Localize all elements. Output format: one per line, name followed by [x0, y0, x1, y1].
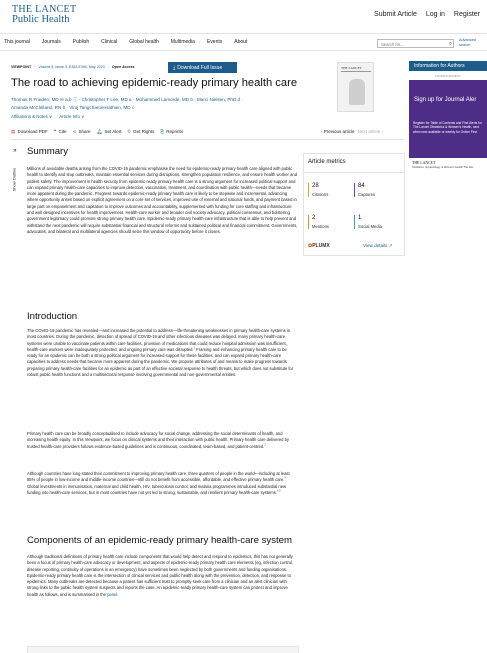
- show-outline-label: Show Outline: [11, 167, 17, 192]
- nav-item-journals[interactable]: Journals: [41, 39, 61, 45]
- article-title: The road to achieving epidemic-ready primary health care: [11, 77, 298, 89]
- nav-item-global-health[interactable]: Global health: [129, 39, 159, 45]
- bell-icon: 🔔︎: [96, 129, 103, 134]
- ad-title: Sign up for Journal Aler: [414, 97, 477, 103]
- panel-box: [27, 646, 299, 653]
- mentions-label: Mentions: [312, 224, 329, 229]
- nav-item-publish[interactable]: Publish: [72, 39, 90, 45]
- copyright-icon: ©: [127, 129, 131, 134]
- top-bar: [0, 0, 487, 33]
- meta-separator: ·: [34, 65, 36, 69]
- plumx-label: PLUMX: [312, 243, 330, 249]
- intro-paragraph-1: [27, 328, 295, 378]
- article-type: VIEWPOINT: [11, 65, 32, 69]
- main-nav: [0, 33, 487, 51]
- citations-value: 28: [312, 183, 319, 189]
- author-list: [11, 96, 311, 112]
- nav-item-this-journal[interactable]: This journal: [4, 39, 30, 45]
- intro-paragraph-2: [27, 431, 295, 450]
- components-p1-text: Although traditional definitions of primary health care include components that would help detect and respond to epidemics, this has not generally been a focus of primary health-care advocacy or development, and aspects of epidemic-ready primary health care elements (eg, infection control, disease reporting, continuity of operations in an emergency) have sometimes been neglected by both governments and funding organisations. Epidemic-ready primary health care is the intersection of clinical services and public health along with the prevention, detection, and response to epidemics. Many outbreaks are detected because a patient has sufficient trust to promptly seek care from a clinician and an alert clinician with strong links to the public health system suspects and reports the case. An epidemic-ready primary health-care system can protect and improve health as follows, and is summarised in the: [27, 554, 294, 597]
- cite-button[interactable]: [54, 129, 67, 135]
- download-full-issue-label: Download Full Issue: [177, 64, 223, 71]
- authors-line-1[interactable]: Thomas R Frieden, MD ✉︎ a,b ⓘ · Christopher T Lee, MD a · Mohammed Lamorde, MD b · Marci Nielsen, PhD d ·: [11, 97, 243, 102]
- journal-logo[interactable]: [12, 5, 76, 25]
- view-details-link[interactable]: View details ↗: [363, 243, 393, 248]
- ad-footer-sub: Obstetrics, Gynaecology, & Women's Health The lanc: [412, 166, 474, 169]
- metrics-heading: Article metrics: [308, 159, 346, 165]
- share-button[interactable]: [73, 129, 91, 135]
- social-media-value: 1: [358, 215, 362, 221]
- plumx-flower-icon: ✿: [308, 243, 313, 249]
- logo-line-2: Public Health: [12, 14, 70, 25]
- intro-p1-continued: Framing and enhancing primary health care to be ready for an epidemic can be both a strong political argument for increased support for these facilities, and can expand primary health-care capacities to address needs that became more apparent during the pandemic. We propose attributes of and means to make progress towards preparing primary health-care facilities for an epidemic as part of an effective societal response to health threats, but which does not substitute for robust public health functions and a multisectoral response involving governmental and non-governmental entities.: [27, 346, 294, 378]
- search-icon[interactable]: ⌕: [448, 40, 452, 47]
- plumx-logo: [308, 243, 330, 249]
- advertisement-banner[interactable]: [409, 80, 487, 173]
- captures-bar: [354, 183, 355, 197]
- cover-rule: [341, 71, 371, 72]
- intro-p3-text: Although countries have long stated their commitment to improving primary health care, three quarters of people in the world—including at least 85% of people in low-income and middle-income countries—still do not benefit from accessible, affordable, and effective primary health care.: [27, 471, 290, 483]
- article-pager: [321, 129, 383, 134]
- authors-line-2[interactable]: Amanda McClelland, RN b · Viroj Tangcharoensathien, MD c: [11, 105, 135, 110]
- citations-bar: [308, 183, 309, 197]
- ad-body: Register for Table of Contents and First Alerts for The Lancet Obstetrics & Women's Health, sent when new available or weekly for Online First: [413, 121, 482, 134]
- metrics-divider: [304, 172, 404, 173]
- social-media-bar: [354, 215, 355, 229]
- article-metrics-panel: [303, 153, 405, 256]
- info-for-authors-button[interactable]: Information for Authors: [409, 61, 487, 71]
- download-pdf-button[interactable]: [11, 129, 48, 135]
- set-alert-button[interactable]: [97, 129, 122, 135]
- volume-link[interactable]: Volume 8, Issue 5, E383-E390, May 2023: [38, 65, 105, 69]
- mentions-value: 2: [312, 215, 316, 221]
- open-access-badge: Open Access: [111, 65, 135, 69]
- summary-text: Millions of avoidable deaths arising from the COVID-19 pandemic emphasise the need for epidemic-ready primary health care aligned with public health to identify and stop outbreaks, maintain essential services during disruptions, strengthen population resilience, and ensure health worker and patient safety. The improvement in health security from epidemic-ready primary health care is a strong argument for increased political support and can expand primary health-care capacities to improve detection, vaccination, treatment, and coordination with public health—needs that became more apparent during the pandemic. Progress towards epidemic-ready primary health care is likely to be stepwise and incremental, advancing where opportunity arises based on explicit agreement on a core set of services, improved use of external and national funds, and payment based in large part on empanelment and capitation to improve outcomes and accountability, supplemented with funding for core staffing and infrastructure and well designed incentives for health improvement. Health-care worker and broader civil society advocacy, political consensus, and bolstering government legitimacy could promote strong primary health care. Epidemic-ready primary health-care infrastructure that is able to help prevent and withstand the next pandemic will require substantial financial and structural reforms and sustained political and financial commitment. Governments, advocates, and bilateral and multilateral agencies should seize this window of opportunity before it closes.: [27, 166, 298, 234]
- affiliations-toggle[interactable]: Affiliations & Notes ∨: [11, 114, 53, 119]
- logo-line-1: THE LANCET: [12, 4, 77, 15]
- components-heading: Components of an epidemic-ready primary health-care system: [27, 535, 293, 546]
- article-meta: [11, 65, 135, 69]
- citations-label: Citations: [312, 192, 329, 197]
- cite-label: Cite: [58, 129, 67, 134]
- intro-p2-text: Primary health care can be broadly conceptualised to include advocacy for social change, addressing the social determinants of health, and increasing health equity. In this Viewpoint, we focus on clinical systems and their interaction with public health. Primary health care delivered by trusted health-care providers follows evidence-based guidelines and is continuous, coordinated, team-based, and patient-centred.: [27, 431, 289, 449]
- introduction-heading: Introduction: [27, 311, 78, 322]
- login-link[interactable]: Log in: [425, 11, 445, 18]
- previous-article-link[interactable]: ‹ Previous article: [321, 129, 355, 134]
- nav-item-multimedia[interactable]: Multimedia: [170, 39, 195, 45]
- divider: [11, 139, 404, 140]
- nav-item-clinical[interactable]: Clinical: [101, 39, 118, 45]
- download-pdf-label: Download PDF: [17, 129, 48, 134]
- quote-icon: ❝: [53, 129, 57, 134]
- reference-3[interactable]: 3: [284, 476, 286, 480]
- ad-footer-brand: THE LANCET: [412, 161, 436, 165]
- double-chevron-icon: »: [13, 147, 17, 154]
- nav-item-events[interactable]: Events: [206, 39, 223, 45]
- social-media-label: Social Media: [358, 224, 382, 229]
- components-p1-end: .: [117, 591, 119, 597]
- download-full-issue-button[interactable]: [168, 62, 237, 73]
- intro-paragraph-3: [27, 471, 295, 496]
- download-icon: ⤓: [173, 64, 176, 71]
- article-tools: [11, 129, 183, 135]
- share-label: Share: [78, 129, 91, 134]
- summary-heading: Summary: [27, 146, 69, 157]
- issue-cover-thumbnail[interactable]: [337, 62, 374, 112]
- reference-1[interactable]: 1: [193, 346, 196, 350]
- get-rights-button[interactable]: [128, 129, 155, 135]
- pdf-icon: ▤: [11, 129, 16, 134]
- article-details-links: [11, 114, 84, 120]
- components-paragraph-1: [27, 554, 295, 598]
- panel-link[interactable]: panel: [107, 591, 118, 597]
- cover-brand: THE LANCET: [341, 66, 362, 70]
- advertisement-label: ADVERTISEMENT: [435, 75, 461, 78]
- submit-article-link[interactable]: Submit Article: [374, 11, 417, 18]
- reprints-button[interactable]: [160, 129, 183, 135]
- get-rights-label: Get Rights: [133, 129, 155, 134]
- article-info-toggle[interactable]: Article Info ∨: [59, 114, 85, 119]
- nav-item-about[interactable]: About: [234, 39, 248, 45]
- reprints-label: Reprints: [166, 129, 184, 134]
- intro-p1-text: The COVID-19 pandemic has revealed—and increased the potential to address—life-threatening weaknesses in primary health-care systems in most countries. During the pandemic, detection of spread of COVID-19 and other infectious diseases was delayed, many primary health-care systems were unable to vaccinate patients within care facilities, provision of medications that could reduce hospital admission was insufficient, health-care workers were inadequately protected, and ongoing primary care was disrupted.: [27, 328, 291, 352]
- search-input[interactable]: [377, 39, 454, 48]
- account-links: [374, 11, 480, 18]
- captures-value: 84: [358, 183, 365, 189]
- next-article-link[interactable]: Next article ›: [357, 129, 384, 134]
- reference-2[interactable]: 2: [264, 443, 266, 447]
- register-link[interactable]: Register: [453, 11, 480, 18]
- show-outline-toggle[interactable]: [12, 147, 20, 207]
- reprint-icon: ⎘: [160, 129, 165, 134]
- intro-p3-continued: Global investments in immunisation, maternal and child health, HIV, tuberculosis control, and malaria programmes introduced substantial new funding into health-care services, but in most countries have not yet led to strong, sustainable, and resilient primary health-care systems.: [27, 483, 286, 495]
- search-placeholder: Search for...: [381, 41, 404, 47]
- captures-label: Captures: [358, 192, 375, 197]
- mentions-bar: [308, 215, 309, 229]
- cover-figure: [349, 79, 365, 105]
- share-icon: ⋖: [72, 129, 77, 134]
- meta-separator-2: ·: [107, 65, 109, 69]
- ad-footer: [409, 158, 487, 173]
- set-alert-label: Set Alert: [104, 129, 122, 134]
- reference-4-5[interactable]: 4,5: [276, 489, 281, 493]
- advanced-search-link[interactable]: Advanced search: [459, 38, 476, 47]
